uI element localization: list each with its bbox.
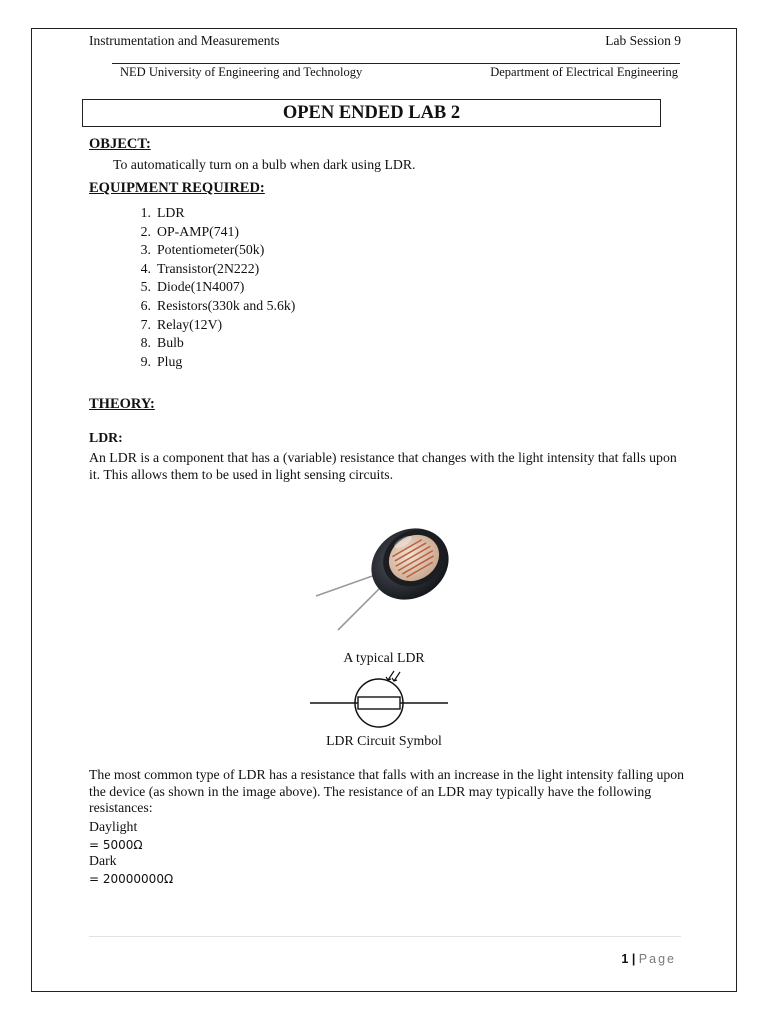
page-separator: | xyxy=(631,952,636,966)
header-university: NED University of Engineering and Technology xyxy=(120,65,363,79)
equipment-heading: EQUIPMENT REQUIRED: xyxy=(89,180,265,196)
list-item: 1. LDR xyxy=(140,205,185,220)
list-item: 7. Relay(12V) xyxy=(140,316,223,332)
object-heading: OBJECT: xyxy=(89,136,151,152)
daylight-label: Daylight xyxy=(89,819,138,834)
header-course: Instrumentation and Measurements xyxy=(89,33,280,48)
list-item: 2. OP-AMP(741) xyxy=(140,223,240,239)
object-text: To automatically turn on a bulb when dark using LDR. xyxy=(113,157,416,172)
daylight-value: = 5000Ω xyxy=(89,838,143,852)
ldr-heading: LDR: xyxy=(89,430,123,445)
list-item: 3. Potentiometer(50k) xyxy=(140,242,265,258)
list-item: 6. Resistors(330k and 5.6k) xyxy=(140,297,296,313)
ldr-image-caption: A typical LDR xyxy=(343,650,425,665)
dark-label: Dark xyxy=(89,853,117,868)
theory-heading: THEORY: xyxy=(89,396,155,412)
list-item: 5. Diode(1N4007) xyxy=(140,279,245,295)
list-item: 4. Transistor(2N222) xyxy=(140,260,260,276)
ldr-photo xyxy=(308,512,458,634)
equipment-list xyxy=(120,204,295,371)
page-word: Page xyxy=(638,952,676,966)
page-number xyxy=(621,952,676,966)
dark-value: = 20000000Ω xyxy=(89,872,174,886)
list-item: 8. Bulb xyxy=(140,335,184,351)
header-session: Lab Session 9 xyxy=(605,33,681,48)
header-department: Department of Electrical Engineering xyxy=(490,65,678,79)
ldr-symbol-caption: LDR Circuit Symbol xyxy=(326,733,442,748)
footer-rule xyxy=(89,936,681,937)
list-item: 9. Plug xyxy=(140,353,183,369)
header-rule xyxy=(112,63,680,64)
ldr-circuit-symbol xyxy=(308,668,450,730)
resistance-description: The most common type of LDR has a resistance that falls with an increase in the light intensity falling upon the device (as shown in the image above). The resistance of an LDR may typically have the following resistances: xyxy=(89,767,685,815)
page-title: OPEN ENDED LAB 2 xyxy=(282,103,461,123)
title-box xyxy=(82,99,661,127)
ldr-description: An LDR is a component that has a (variable) resistance that changes with the light intensity that falls upon it. This allows them to be used in light sensing circuits. xyxy=(89,450,677,482)
page-number-value: 1 xyxy=(621,952,629,966)
